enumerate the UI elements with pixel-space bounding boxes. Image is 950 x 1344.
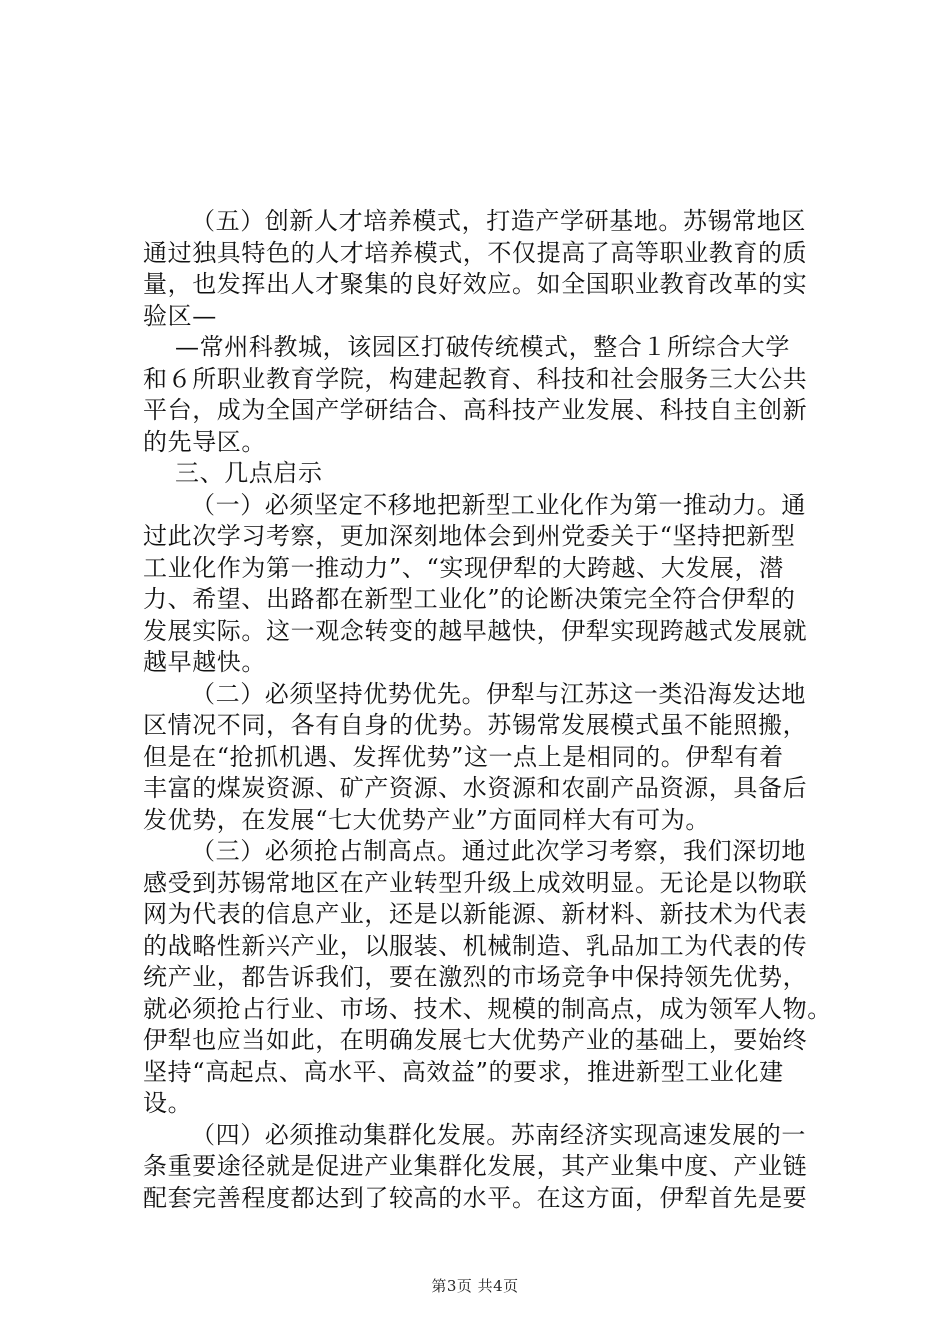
page-number-footer: 第3页 共4页 [431, 1277, 519, 1295]
paragraph-line: 伊犁也应当如此，在明确发展七大优势产业的基础上，要始终 [143, 1026, 808, 1054]
paragraph-line: —常州科教城，该园区打破传统模式，整合１所综合大学 [175, 333, 790, 361]
paragraph-line: （五）创新人才培养模式，打造产学研基地。苏锡常地区 [191, 207, 806, 235]
paragraph-line: 验区— [143, 301, 217, 330]
document-body [143, 206, 833, 1214]
paragraph-line: 感受到苏锡常地区在产业转型升级上成效明显。无论是以物联 [143, 868, 808, 897]
paragraph-line: 条重要途径就是促进产业集群化发展，其产业集中度、产业链 [143, 1152, 808, 1180]
paragraph-line: 但是在“抢抓机遇、发挥优势”这一点上是相同的。伊犁有着 [143, 742, 784, 771]
paragraph-line: 设。 [143, 1089, 193, 1117]
paragraph-line: 过此次学习考察，更加深刻地体会到州党委关于“坚持把新型 [143, 522, 796, 550]
paragraph-line: 通过独具特色的人才培养模式，不仅提高了高等职业教育的质 [143, 238, 808, 267]
paragraph-line: 网为代表的信息产业，还是以新能源、新材料、新技术为代表 [143, 900, 808, 928]
paragraph-line: 力、希望、出路都在新型工业化”的论断决策完全符合伊犁的 [143, 585, 796, 613]
paragraph-line: （二）必须坚持优势优先。伊犁与江苏这一类沿海发达地 [191, 679, 806, 708]
paragraph-line: 区情况不同，各有自身的优势。苏锡常发展模式虽不能照搬， [143, 711, 808, 739]
paragraph-line: 越早越快。 [143, 648, 266, 676]
section-heading: 三、几点启示 [175, 459, 323, 487]
paragraph-line: （四）必须推动集群化发展。苏南经济实现高速发展的一 [191, 1120, 806, 1149]
paragraph-line: 就必须抢占行业、市场、技术、规模的制高点，成为领军人物。 [143, 994, 832, 1023]
paragraph-line: （三）必须抢占制高点。通过此次学习考察，我们深切地 [191, 837, 806, 865]
paragraph-line: （一）必须坚定不移地把新型工业化作为第一推动力。通 [191, 490, 806, 519]
paragraph-line: 统产业，都告诉我们，要在激烈的市场竞争中保持领先优势， [143, 963, 808, 991]
paragraph-line: 的先导区。 [143, 427, 266, 456]
paragraph-line: 坚持“高起点、高水平、高效益”的要求，推进新型工业化建 [143, 1057, 784, 1086]
paragraph-line: 配套完善程度都达到了较高的水平。在这方面，伊犁首先是要 [143, 1183, 808, 1212]
paragraph-line: 量，也发挥出人才聚集的良好效应。如全国职业教育改革的实 [143, 270, 808, 298]
paragraph-line: 平台，成为全国产学研结合、高科技产业发展、科技自主创新 [143, 396, 808, 424]
paragraph-line: 的战略性新兴产业，以服装、机械制造、乳品加工为代表的传 [143, 931, 808, 960]
paragraph-line: 和６所职业教育学院，构建起教育、科技和社会服务三大公共 [143, 364, 808, 393]
paragraph-line: 发优势，在发展“七大优势产业”方面同样大有可为。 [143, 805, 710, 834]
paragraph-line: 丰富的煤炭资源、矿产资源、水资源和农副产品资源，具备后 [143, 774, 808, 802]
paragraph-line: 工业化作为第一推动力”、“实现伊犁的大跨越、大发展，潜 [143, 553, 784, 582]
paragraph-line: 发展实际。这一观念转变的越早越快，伊犁实现跨越式发展就 [143, 616, 808, 645]
